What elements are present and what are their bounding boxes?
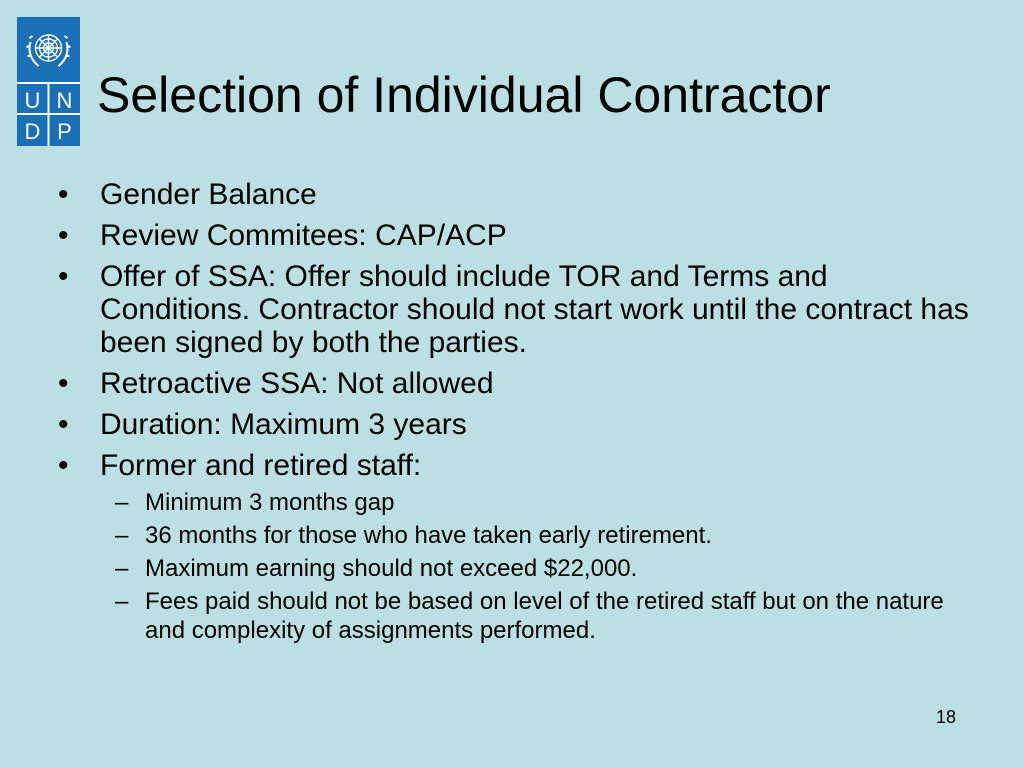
bullet-marker: • <box>58 178 69 211</box>
bullet-list <box>58 178 978 649</box>
bullet-marker: • <box>58 449 69 482</box>
sub-bullet-text: 36 months for those who have taken early retirement. <box>145 522 712 549</box>
undp-logo <box>17 17 80 146</box>
un-emblem-icon <box>17 17 80 146</box>
page-number: 18 <box>936 707 957 727</box>
bullet-marker: • <box>58 367 69 400</box>
bullet-item <box>58 219 978 252</box>
sub-bullet-list <box>58 488 978 645</box>
dash-marker: – <box>115 522 129 549</box>
sub-bullet-text: Fees paid should not be based on level of the retired staff but on the nature and complexity of assignments performed. <box>145 588 944 644</box>
sub-bullet-item <box>115 554 978 583</box>
sub-bullet-item <box>115 488 978 517</box>
sub-bullet-item <box>115 521 978 550</box>
dash-marker: – <box>115 489 129 516</box>
logo-letter-p: P <box>57 119 72 144</box>
bullet-marker: • <box>58 219 69 252</box>
bullet-text: Review Commitees: CAP/ACP <box>100 219 507 252</box>
bullet-text: Gender Balance <box>100 178 317 211</box>
bullet-item <box>58 178 978 211</box>
bullet-text: Former and retired staff: <box>100 449 422 482</box>
bullet-item <box>58 260 978 359</box>
dash-marker: – <box>115 555 129 582</box>
bullet-item <box>58 449 978 482</box>
bullet-item <box>58 367 978 400</box>
bullet-item <box>58 408 978 441</box>
bullet-text: Offer of SSA: Offer should include TOR and Terms and Conditions. Contractor should not start work until the contract has been signed by both the parties. <box>100 260 969 359</box>
slide-title: Selection of Individual Contractor <box>97 67 831 123</box>
logo-letter-n: N <box>56 88 73 113</box>
logo-letter-d: D <box>24 119 41 144</box>
bullet-marker: • <box>58 408 69 441</box>
sub-bullet-item <box>115 587 978 645</box>
bullet-marker: • <box>58 260 69 293</box>
logo-letter-u: U <box>24 88 41 113</box>
dash-marker: – <box>115 588 129 615</box>
sub-bullet-text: Maximum earning should not exceed $22,000. <box>145 555 638 582</box>
sub-bullet-text: Minimum 3 months gap <box>145 489 395 516</box>
bullet-text: Retroactive SSA: Not allowed <box>100 367 494 400</box>
bullet-text: Duration: Maximum 3 years <box>100 408 467 441</box>
